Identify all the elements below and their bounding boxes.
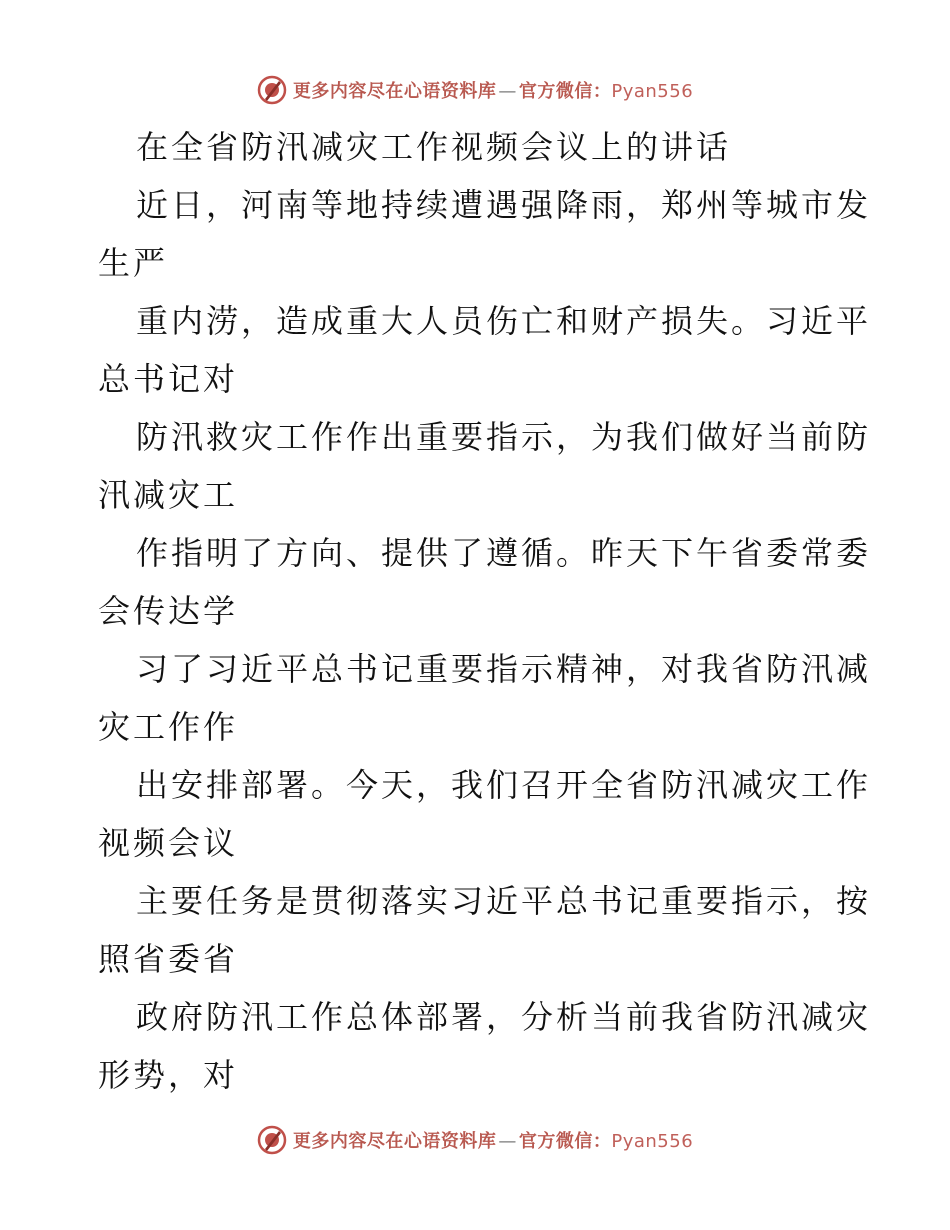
paragraph-line: 会传达学	[98, 592, 239, 630]
paragraph-line: 生严	[98, 244, 169, 282]
paragraph-line: 出安排部署。今天，我们召开全省防汛减灾工作	[136, 766, 872, 804]
paragraph-line: 作指明了方向、提供了遵循。昨天下午省委常委	[136, 534, 872, 572]
paragraph-line: 政府防汛工作总体部署，分析当前我省防汛减灾	[136, 998, 872, 1036]
paragraph-line: 防汛救灾工作作出重要指示，为我们做好当前防	[136, 418, 872, 456]
paragraph-line: 视频会议	[98, 824, 239, 862]
paragraph-line: 近日，河南等地持续遭遇强降雨，郑州等城市发	[136, 186, 872, 224]
paragraph-line: 总书记对	[98, 360, 239, 398]
paragraph-line: 灾工作作	[98, 708, 239, 746]
paragraph-line: 习了习近平总书记重要指示精神，对我省防汛减	[136, 650, 872, 688]
paragraph-line: 重内涝，造成重大人员伤亡和财产损失。习近平	[136, 302, 872, 340]
paragraph-line: 形势，对	[98, 1056, 239, 1094]
footer-banner-text: 更多内容尽在心语资料库 — 官方微信：Pyan556	[292, 1131, 694, 1152]
document-title: 在全省防汛减灾工作视频会议上的讲话	[136, 128, 732, 166]
header-banner-text: 更多内容尽在心语资料库 — 官方微信：Pyan556	[292, 81, 694, 102]
header-watermark-banner	[0, 70, 950, 110]
footer-watermark-banner	[0, 1120, 950, 1160]
paragraph-line: 主要任务是贯彻落实习近平总书记重要指示，按	[136, 882, 872, 920]
paragraph-line: 照省委省	[98, 940, 239, 978]
pen-logo-icon	[257, 1125, 287, 1155]
pen-logo-icon	[257, 75, 287, 105]
document-body	[98, 118, 872, 1104]
paragraph-line: 汛减灾工	[98, 476, 239, 514]
